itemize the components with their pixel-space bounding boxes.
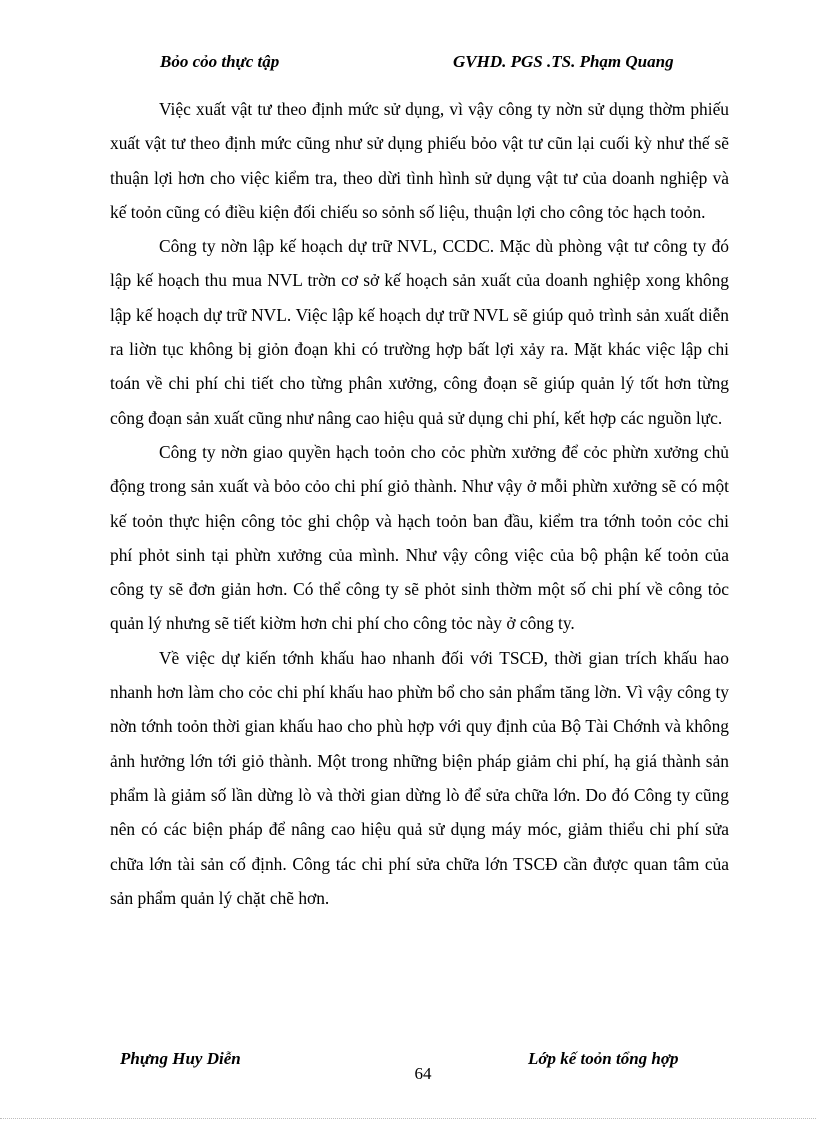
page-number: 64 [414,1064,432,1083]
paragraph-depreciation: Về việc dự kiến tớnh khấu hao nhanh đối với TSCĐ, thời gian trích khấu hao nhanh hơn làm cho cỏc chi phí khấu hao phừn bổ cho sản phẩm tăng lờn. Vì vậy công ty nờn tớnh toỏn thời gian khấu hao cho phù hợp với quy định của Bộ Tài Chớnh và không ảnh hưởng lớn tới giỏ thành. Một trong những biện pháp giảm chi phí, hạ giá thành sản phẩm là giảm số lần dừng lò và thời gian dừng lò để sửa chữa lớn. Do đó Công ty cũng nên có các biện pháp để nâng cao hiệu quả sử dụng máy móc, giảm thiểu chi phí sửa chữa lớn tài sản cố định. Công tác chi phí sửa chữa lớn TSCĐ cần được quan tâm của sản phẩm quản lý chặt chẽ hơn. [110,647,729,908]
header-supervisor: GVHD. PGS .TS. Phạm Quang [453,52,674,71]
header-report-title: Bỏo cỏo thực tập [160,52,280,71]
footer-class: Lớp kế toỏn tổng hợp [528,1049,679,1068]
paragraph-reserve-plan: Công ty nờn lập kế hoạch dự trữ NVL, CCDC. Mặc dù phòng vật tư công ty đó lập kế hoạch thu mua NVL trờn cơ sở kế hoạch sản xuất của doanh nghiệp xong không lập kế hoạch dự trữ NVL. Việc lập kế hoạch dự trữ NVL sẽ giúp quỏ trình sản xuất diễn ra liờn tục không bị giỏn đoạn khi có trường hợp bất lợi xảy ra. Mặt khác việc lập chi toán về chi phí chi tiết cho từng phân xưởng, công đoạn sẽ giúp quản lý tốt hơn từng công đoạn sản xuất cũng như nâng cao hiệu quả sử dụng chi phí, kết hợp các nguồn lực. [110,236,729,428]
footer-divider [0,1118,816,1119]
body-text [110,92,729,915]
footer-author: Phựng Huy Diễn [120,1049,241,1068]
paragraph-workshop-accounting: Công ty nờn giao quyền hạch toỏn cho cỏc phừn xưởng để cỏc phừn xưởng chủ động trong sản xuất và bỏo cỏo chi phí giỏ thành. Như vậy ở mỗi phừn xưởng sẽ có một kế toỏn thực hiện công tỏc ghi chộp và hạch toỏn ban đầu, kiểm tra tớnh toỏn cỏc chi phí phỏt sinh tại phừn xưởng của mình. Như vậy công việc của bộ phận kế toỏn của công ty sẽ đơn giản hơn. Có thể công ty sẽ phỏt sinh thờm một số chi phí về công tỏc quản lý nhưng sẽ tiết kiờm hơn chi phí cho công tỏc này ở công ty. [110,441,729,634]
page-header [160,52,700,78]
paragraph-material-issue: Việc xuất vật tư theo định mức sử dụng, vì vậy công ty nờn sử dụng thờm phiếu xuất vật tư theo định mức cũng như sử dụng phiếu bỏo vật tư cũn lại cuối kỳ như thế sẽ thuận lợi hơn cho việc kiểm tra, theo dừi tình hình sử dụng vật tư của doanh nghiệp và kế toỏn cũng có điều kiện đối chiếu so sỏnh số liệu, thuận lợi cho công tỏc hạch toỏn. [110,99,729,222]
